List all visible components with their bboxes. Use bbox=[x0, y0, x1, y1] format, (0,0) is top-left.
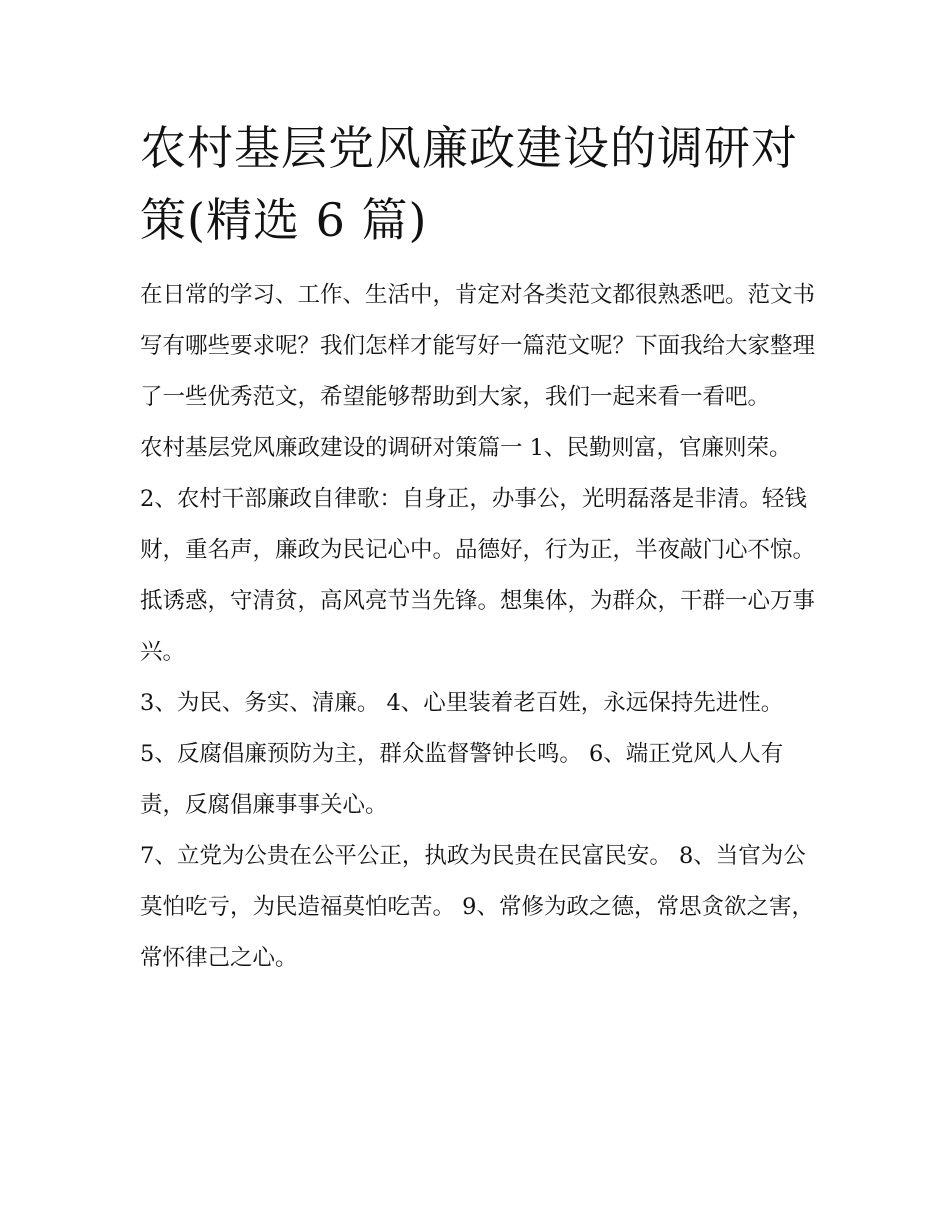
document-title: 农村基层党风廉政建设的调研对策(精选 6 篇) bbox=[140, 121, 798, 247]
paragraph-3: 3、为民、务实、清廉。 4、心里装着老百姓，永远保持先进性。 5、反腐倡廉预防为主，群众监督警钟长鸣。 6、端正党风人人有责，反腐倡廉事事关心。 bbox=[140, 690, 784, 818]
document-body bbox=[140, 270, 820, 984]
paragraph-4: 7、立党为公贵在公平公正，执政为民贵在民富民安。 8、当官为公莫怕吃亏，为民造福莫怕吃苦。 9、常修为政之德，常思贪欲之害，常怀律己之心。 bbox=[140, 843, 814, 971]
paragraph-1: 农村基层党风廉政建设的调研对策篇一 1、民勤则富，官廉则荣。 bbox=[140, 435, 792, 461]
paragraph-2: 2、农村干部廉政自律歌：自身正，办事公，光明磊落是非清。轻钱财，重名声，廉政为民记心中。品德好，行为正，半夜敲门心不惊。抵诱惑，守清贫，高风亮节当先锋。想集体，为群众，干群一心万事兴。 bbox=[140, 486, 816, 665]
document-page bbox=[140, 112, 820, 984]
paragraph-intro: 在日常的学习、工作、生活中，肯定对各类范文都很熟悉吧。范文书写有哪些要求呢？我们怎样才能写好一篇范文呢？下面我给大家整理了一些优秀范文，希望能够帮助到大家，我们一起来看一看吧。 bbox=[140, 282, 816, 410]
